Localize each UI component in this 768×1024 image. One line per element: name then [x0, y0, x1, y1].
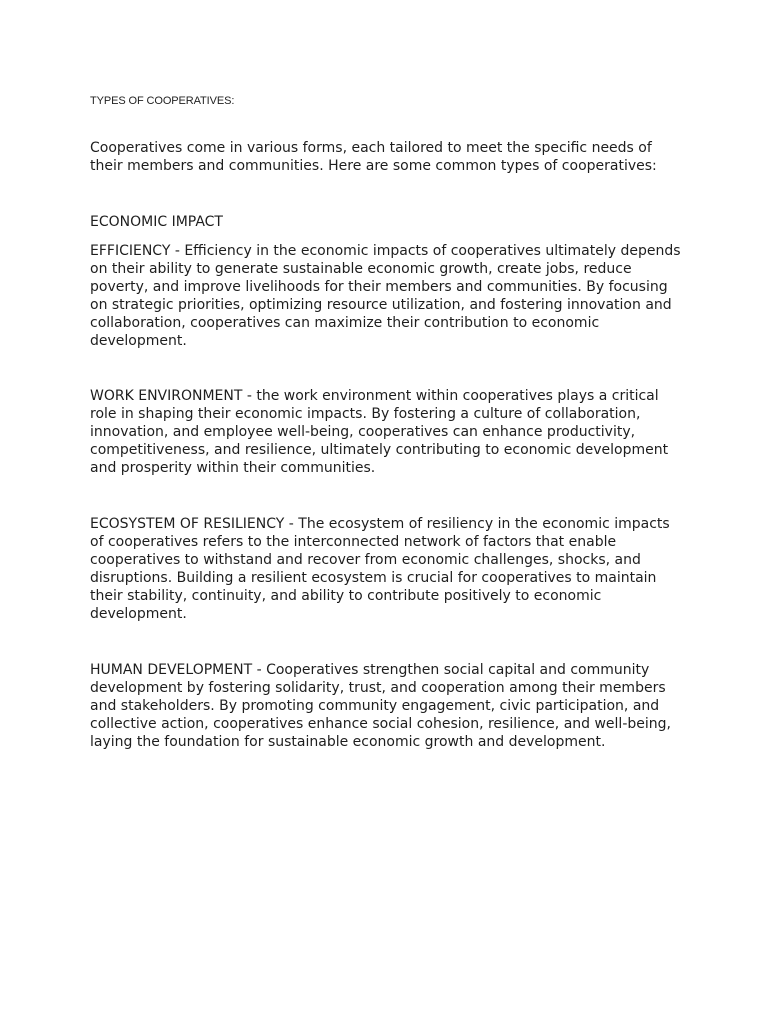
- section-heading: ECONOMIC IMPACT: [90, 214, 223, 230]
- paragraph-work-environment: WORK ENVIRONMENT - the work environment within cooperatives plays a critical role in shaping their economic impacts. By fostering a culture of collaboration, innovation, and employee well-being, cooperatives can enhance productivity, competitiveness, and resilience, ultimately contributing to economic development and prosperity within their communities.: [90, 388, 669, 476]
- intro-paragraph: Cooperatives come in various forms, each tailored to meet the specific needs of their members and communities. Here are some common types of cooperatives:: [90, 140, 657, 174]
- paragraph-human-development: HUMAN DEVELOPMENT - Cooperatives strengthen social capital and community development by fostering solidarity, trust, and cooperation among their members and stakeholders. By promoting community engagement, civic participation, and collective action, cooperatives enhance social cohesion, resilience, and well-being, laying the foundation for sustainable economic growth and development.: [90, 662, 671, 750]
- paragraph-efficiency: EFFICIENCY - Efficiency in the economic impacts of cooperatives ultimately depends on their ability to generate sustainable economic growth, create jobs, reduce poverty, and improve livelihoods for their members and communities. By focusing on strategic priorities, optimizing resource utilization, and fostering innovation and collaboration, cooperatives can maximize their contribution to economic development.: [90, 243, 681, 349]
- paragraph-ecosystem-of-resiliency: ECOSYSTEM OF RESILIENCY - The ecosystem of resiliency in the economic impacts of cooperatives refers to the interconnected network of factors that enable cooperatives to withstand and recover from economic challenges, shocks, and disruptions. Building a resilient ecosystem is crucial for cooperatives to maintain their stability, continuity, and ability to contribute positively to economic development.: [90, 516, 670, 622]
- document-title: TYPES OF COOPERATIVES:: [90, 95, 235, 107]
